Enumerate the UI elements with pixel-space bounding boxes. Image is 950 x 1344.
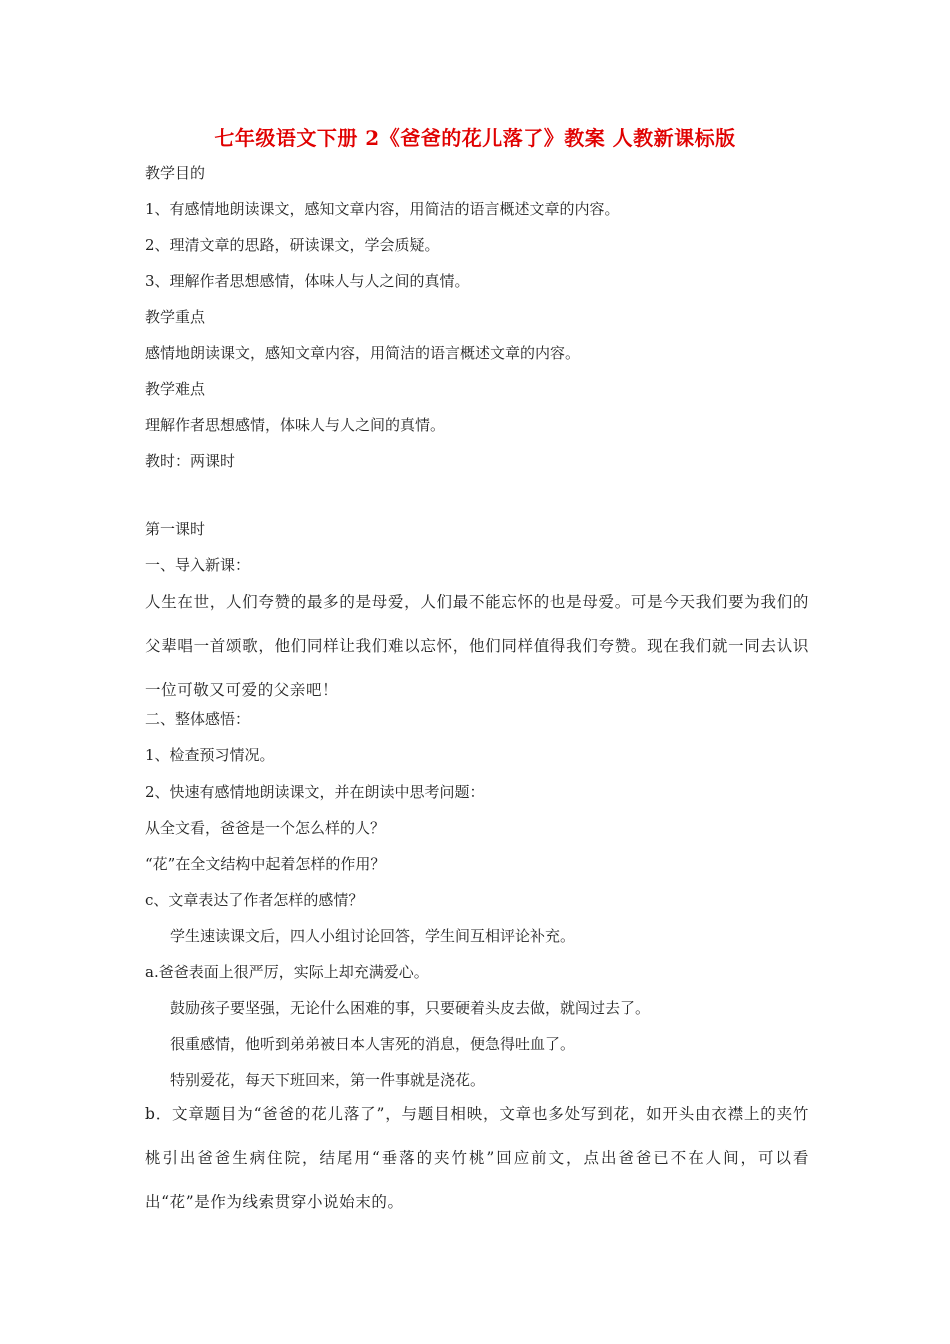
discussion-text: 学生速读课文后，四人小组讨论回答，学生间互相评论补充。	[170, 927, 576, 945]
intro-heading: 一、导入新课：	[145, 556, 251, 574]
goals-heading: 教学目的	[145, 164, 206, 182]
intro-paragraph: 人生在世，人们夸赞的最多的是母爱，人们最不能忘怀的也是母爱。可是今天我们要为我们的父辈唱一首颂歌，他们同样让我们难以忘怀，他们同样值得我们夸赞。现在我们就一同去认识一位可敬又可爱的父亲吧！	[145, 593, 809, 699]
step-item: 1、检查预习情况。	[145, 746, 275, 764]
focus-heading: 教学重点	[145, 308, 206, 326]
answer-detail: 鼓励孩子要坚强，无论什么困难的事，只要硬着头皮去做，就闯过去了。	[170, 999, 651, 1017]
document-title: 七年级语文下册 2《爸爸的花儿落了》教案 人教新课标版	[214, 126, 736, 150]
answer-detail: 特别爱花，每天下班回来，第一件事就是浇花。	[170, 1071, 486, 1089]
step-item: 2、快速有感情地朗读课文，并在朗读中思考问题：	[145, 783, 485, 801]
focus-text: 感情地朗读课文，感知文章内容，用简洁的语言概述文章的内容。	[145, 344, 581, 362]
question-item: c、文章表达了作者怎样的感情？	[145, 891, 364, 909]
difficulty-text: 理解作者思想感情，体味人与人之间的真情。	[145, 416, 446, 434]
first-period-heading: 第一课时	[145, 520, 206, 538]
question-item: 从全文看，爸爸是一个怎么样的人？	[145, 819, 386, 837]
goal-item: 3、理解作者思想感情，体味人与人之间的真情。	[145, 272, 470, 290]
periods-text: 教时：两课时	[145, 452, 236, 470]
question-item: “花”在全文结构中起着怎样的作用？	[145, 855, 386, 873]
answer-paragraph: b．文章题目为“爸爸的花儿落了”，与题目相映，文章也多处写到花，如开头由衣襟上的夹竹桃引出爸爸生病住院，结尾用“垂落的夹竹桃”回应前文，点出爸爸已不在人间，可以看出“花”是作为线索贯穿小说始末的。	[145, 1105, 809, 1211]
goal-item: 2、理清文章的思路，研读课文，学会质疑。	[145, 236, 440, 254]
goal-item: 1、有感情地朗读课文，感知文章内容，用简洁的语言概述文章的内容。	[145, 200, 620, 218]
answer-detail: 很重感情，他听到弟弟被日本人害死的消息，便急得吐血了。	[170, 1035, 576, 1053]
difficulty-heading: 教学难点	[145, 380, 206, 398]
overall-heading: 二、整体感悟：	[145, 710, 251, 728]
answer-item: a.爸爸表面上很严厉，实际上却充满爱心。	[145, 963, 429, 981]
